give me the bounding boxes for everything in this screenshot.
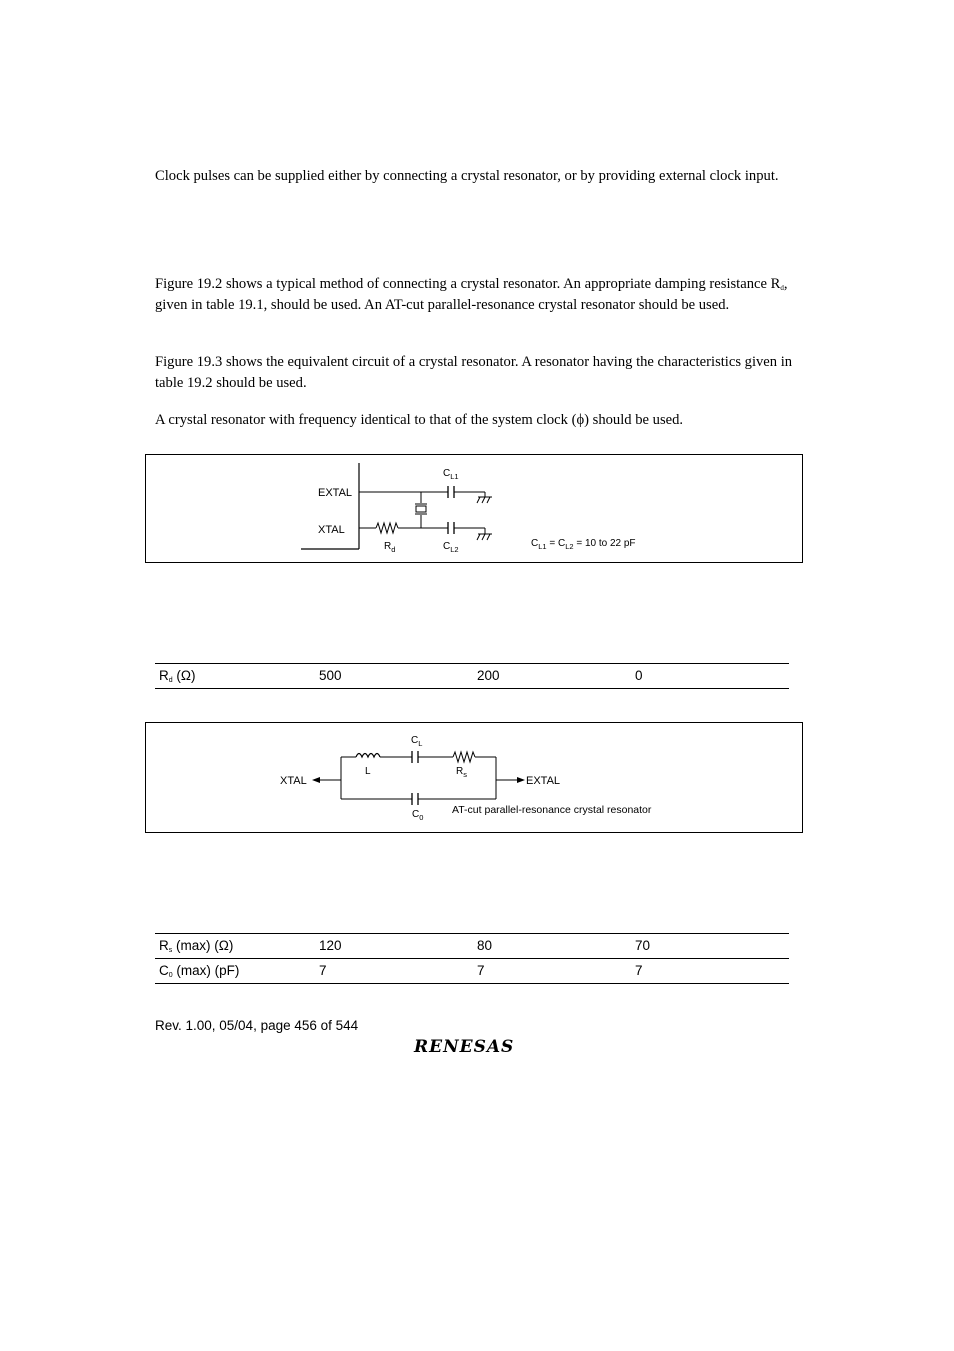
table-cell: 7 [477, 963, 485, 978]
ground-2-hatch [477, 534, 480, 540]
table-cell: 80 [477, 938, 493, 953]
rd-label: $R_d$ [384, 541, 396, 554]
xtal-arrow [312, 777, 320, 783]
crystal-body [416, 506, 426, 512]
ground-1-hatch [487, 497, 490, 503]
xtal-pin-label: XTAL [318, 524, 345, 536]
paragraph-text: Figure 19.3 shows the equivalent circuit of a crystal resonator. A resonator having the characteristics given in table 19.2 should be used. [155, 354, 793, 391]
ground-2-hatch [482, 534, 485, 540]
extal-pin-label: EXTAL [318, 487, 353, 499]
c0-label: $C_0$ [412, 809, 424, 822]
l-label: L [365, 766, 371, 777]
row-label: $R_s$ (max) (Ω) [159, 938, 234, 954]
logo-wordmark: RENESAS [414, 1037, 515, 1057]
renesas-logo [412, 1036, 536, 1058]
cl1-label: $C_{L1}$ [443, 468, 459, 481]
paragraph-system-clock [155, 410, 795, 431]
paragraph-text: , given in table 19.1, should be used. An AT-cut parallel-resonance crystal resonator should be used. [155, 276, 788, 313]
rs-resistor [453, 752, 475, 762]
equivalent-circuit-diagram [146, 723, 802, 832]
rs-label: $R_s$ [456, 766, 467, 779]
extal-arrow [517, 777, 525, 783]
crystal-connection-diagram [146, 455, 802, 562]
table-cell: 0 [635, 668, 643, 683]
subscript: d [780, 284, 784, 292]
table-cell: 200 [477, 668, 500, 683]
cl2-label: $C_{L2}$ [443, 541, 459, 554]
table-row [155, 959, 789, 984]
page-footer-info: Rev. 1.00, 05/04, page 456 of 544 [155, 1018, 359, 1033]
capacitance-note: $C_{L1} = C_{L2} = 10$ to 22 pF [531, 538, 636, 551]
row-label: $R_d$ (Ω) [159, 668, 196, 684]
crystal-connection-figure [145, 454, 803, 563]
table-cell: 500 [319, 668, 342, 683]
crystal-parameters-table [155, 933, 789, 984]
ground-1-hatch [477, 497, 480, 503]
table-cell: 7 [635, 963, 643, 978]
table-row [155, 933, 789, 959]
table-cell: 7 [319, 963, 327, 978]
rd-resistor [376, 523, 398, 533]
extal-label: EXTAL [526, 775, 561, 787]
table-cell: 70 [635, 938, 651, 953]
equivalent-circuit-figure [145, 722, 803, 833]
table-row [155, 663, 789, 689]
paragraph-text: A crystal resonator with frequency identical to that of the system clock (ϕ) should be used. [155, 412, 684, 428]
table-cell: 120 [319, 938, 342, 953]
row-label: $C_0$ (max) (pF) [159, 963, 240, 979]
ground-1-hatch [482, 497, 485, 503]
paragraph-figure-19-2 [155, 274, 795, 315]
paragraph-text: Figure 19.2 shows a typical method of connecting a crystal resonator. An appropriate damping resistance R [155, 276, 781, 292]
inductor-l [356, 754, 380, 758]
paragraph-clock-pulses [155, 166, 795, 187]
xtal-label: XTAL [280, 775, 307, 787]
cl-label: $C_L$ [411, 735, 423, 748]
damping-resistance-table [155, 663, 789, 689]
resonator-caption: AT-cut parallel-resonance crystal resonator [452, 804, 652, 816]
paragraph-figure-19-3 [155, 352, 795, 393]
ground-2-hatch [487, 534, 490, 540]
paragraph-text: Clock pulses can be supplied either by connecting a crystal resonator, or by providing external clock input. [155, 168, 779, 184]
